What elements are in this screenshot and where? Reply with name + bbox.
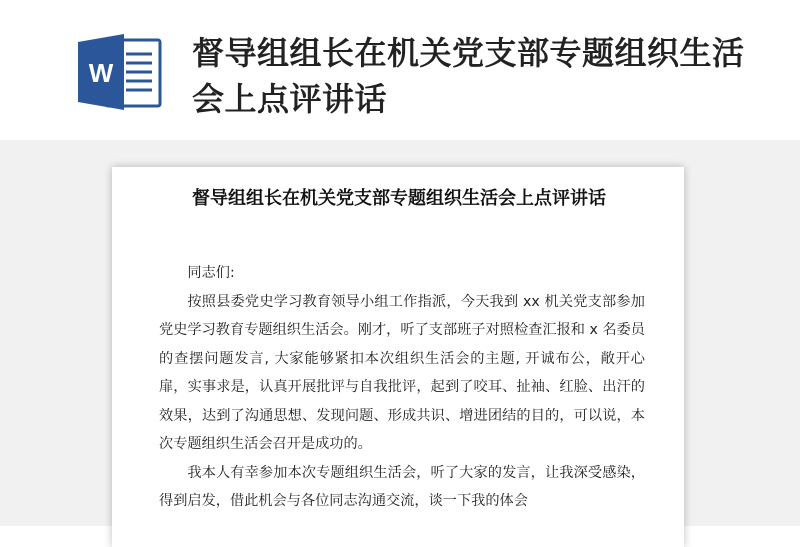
document-title: 督导组组长在机关党支部专题组织生活会上点评讲话 [192,188,606,209]
document-paragraph: 按照县委党史学习教育领导小组工作指派，今天我到 xx 机关党支部参加党史学习教育专题组织生活会。刚才，听了支部班子对照检查汇报和 x 名委员的查摆问题发言, 大家能够紧扣本次组织生活会的主题, 开诚布公，敞开心扉，实事求是，认真开展批评与自我批评，起到了咬耳、扯袖、红脸、出汗的效果，达到了沟通思想、发现问题、形成共识、增进团结的目的，可以说，本次专题组织生活会召开是成功的。 [159,293,645,452]
document-page [112,167,684,547]
word-icon-letter: W [88,58,114,88]
page-title: 督导组组长在机关党支部专题组织生活会上点评讲话 [192,34,745,118]
word-document-icon [76,32,164,112]
document-greeting: 同志们: [187,265,235,281]
document-paragraph: 我本人有幸参加本次专题组织生活会，听了大家的发言，让我深受感染，得到启发，借此机会与各位同志沟通交流，谈一下我的体会 [159,464,645,509]
document-body [159,259,645,516]
